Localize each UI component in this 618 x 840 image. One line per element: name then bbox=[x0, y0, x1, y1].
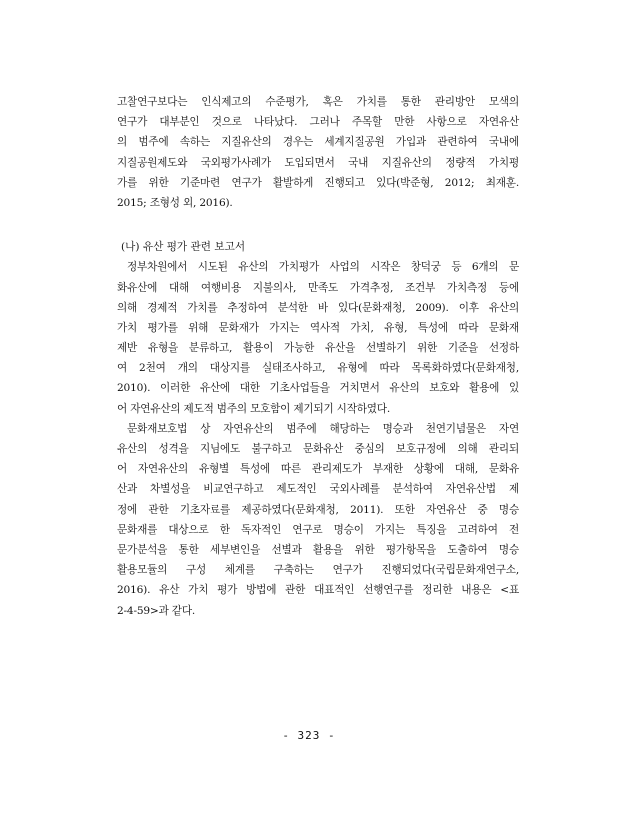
text-line: 가를 위한 기준마련 연구가 활발하게 진행되고 있다(박준형, 2012; 최재훈. bbox=[117, 176, 519, 189]
text-line: 여 2천여 개의 대상지를 실태조사하고, 유형에 따라 목록화하였다(문화재청, bbox=[117, 362, 519, 375]
text-line: 연구가 대부분인 것으로 나타났다. 그러나 주목할 만한 사항으로 자연유산 bbox=[117, 116, 519, 129]
text-line: 화유산에 대해 여행비용 지불의사, 만족도 가격추정, 조건부 가치측정 등에 bbox=[117, 281, 519, 294]
section-heading: (나) 유산 평가 관련 보고서 bbox=[121, 241, 246, 254]
paragraph-2 bbox=[117, 257, 519, 419]
text-line: 2016). 유산 가치 평가 방법에 관한 대표적인 선행연구를 정리한 내용은 <표 bbox=[117, 584, 519, 597]
text-line: 정부차원에서 시도된 유산의 가치평가 사업의 시작은 창덕궁 등 6개의 문 bbox=[127, 261, 519, 274]
text-line: 어 자연유산의 제도적 범주의 모호함이 제기되기 시작하였다. bbox=[117, 402, 391, 415]
text-line: 정에 관한 기초자료를 제공하였다(문화재청, 2011). 또한 자연유산 중 명승 bbox=[117, 503, 519, 516]
text-line: 문화재보호법 상 자연유산의 범주에 해당하는 명승과 천연기념물은 자연 bbox=[127, 422, 519, 435]
text-line: 의해 경제적 가치를 추정하여 분석한 바 있다(문화재청, 2009). 이후 유산의 bbox=[117, 301, 519, 314]
text-line: 제반 유형을 분류하고, 활용이 가능한 유산을 선별하기 위한 기준을 선정하 bbox=[117, 342, 519, 355]
text-line: 산과 차별성을 비교연구하고 제도적인 국외사례를 분석하여 자연유산법 제 bbox=[117, 483, 519, 496]
text-line: 고찰연구보다는 인식제고의 수준평가, 혹은 가치를 통한 관리방안 모색의 bbox=[117, 96, 519, 108]
text-line: 2-4-59>과 같다. bbox=[117, 604, 196, 617]
section-gap bbox=[117, 213, 519, 237]
text-line: 활용모듈의 구성 체계를 구축하는 연구가 진행되었다(국립문화재연구소, bbox=[117, 564, 519, 577]
document-body bbox=[117, 92, 519, 621]
page-number: - 323 - bbox=[282, 729, 336, 742]
text-line: 문가분석을 통한 세부변인을 선별과 활용을 위한 평가항목을 도출하여 명승 bbox=[117, 543, 519, 556]
paragraph-1 bbox=[117, 92, 519, 213]
text-line: 지질공원제도와 국외평가사례가 도입되면서 국내 지질유산의 정량적 가치평 bbox=[117, 156, 519, 169]
text-line: 2015; 조형성 외, 2016). bbox=[117, 196, 233, 209]
text-line: 2010). 이러한 유산에 대한 기초사업들을 거치면서 유산의 보호와 활용에 있 bbox=[117, 382, 519, 395]
text-line: 문화재를 대상으로 한 독자적인 연구로 명승이 가지는 특징을 고려하여 전 bbox=[117, 523, 519, 536]
text-line: 어 자연유산의 유형별 특성에 따른 관리제도가 부재한 상황에 대해, 문화유 bbox=[117, 463, 519, 476]
text-line: 의 범주에 속하는 지질유산의 경우는 세계지질공원 가입과 관련하여 국내에 bbox=[117, 136, 519, 149]
paragraph-3 bbox=[117, 419, 519, 621]
text-line: 가치 평가를 위해 문화재가 가지는 역사적 가치, 유형, 특성에 따라 문화재 bbox=[117, 321, 519, 334]
text-line: 유산의 성격을 지님에도 불구하고 문화유산 중심의 보호규정에 의해 관리되 bbox=[117, 443, 519, 455]
